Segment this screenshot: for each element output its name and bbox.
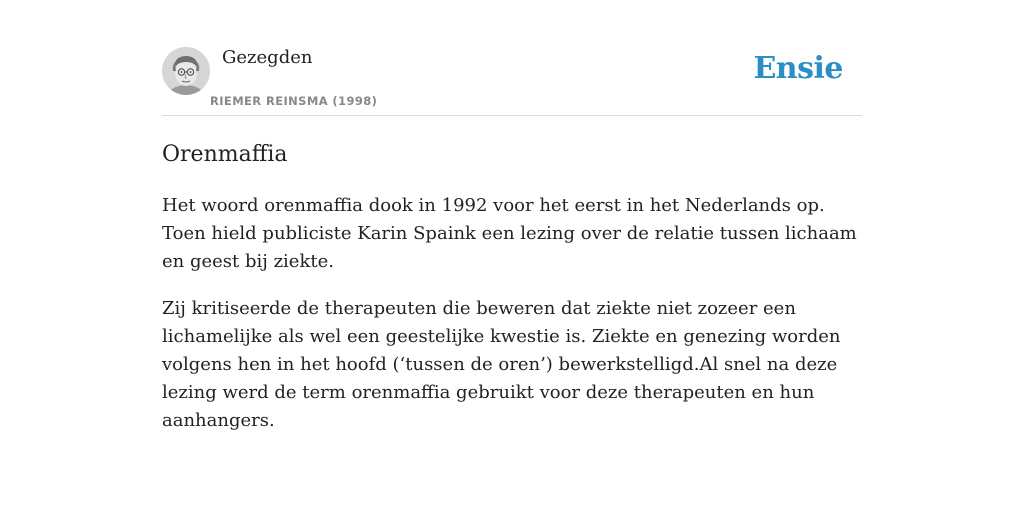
author-credit: RIEMER REINSMA (1998) (210, 94, 378, 108)
site-name[interactable]: Gezegden (222, 47, 313, 68)
article-body (162, 192, 862, 454)
article-paragraph: Het woord orenmaffia dook in 1992 voor het eerst in het Nederlands op. Toen hield publiciste Karin Spaink een lezing over de relatie tussen lichaam en geest bij ziekte. (162, 195, 857, 272)
brand-logo[interactable]: Ensie (753, 51, 843, 86)
author-portrait-icon (162, 47, 210, 95)
author-avatar[interactable] (162, 47, 210, 95)
article-paragraph: Zij kritiseerde de therapeuten die beweren dat ziekte niet zozeer een lichamelijke als wel een geestelijke kwestie is. Ziekte en genezing worden volgens hen in het hoofd (‘tussen de oren’) bewerkstelligd.Al snel na deze lezing werd de term orenmaffia gebruikt voor deze therapeuten en hun aanhangers. (162, 298, 841, 431)
article-header (162, 0, 862, 116)
article-title: Orenmaffia (162, 142, 288, 167)
article-page (162, 0, 862, 431)
